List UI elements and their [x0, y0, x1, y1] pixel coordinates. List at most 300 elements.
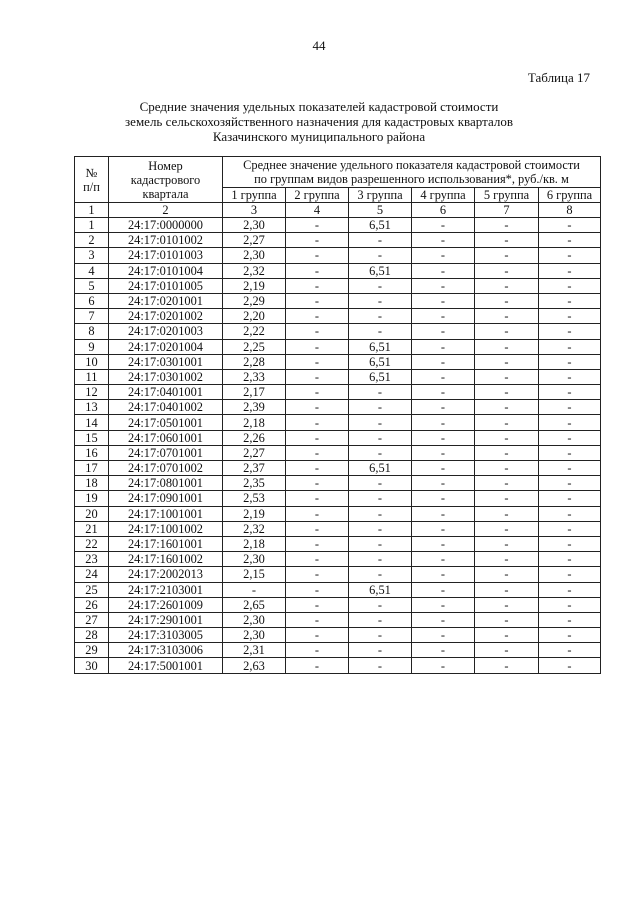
- group-3-cell: -: [349, 597, 412, 612]
- group-1-cell: 2,19: [223, 506, 286, 521]
- cadastral-quarter-cell: 24:17:2103001: [109, 582, 223, 597]
- table-row: [75, 506, 601, 521]
- group-6-cell: -: [539, 400, 601, 415]
- group-2-cell: -: [286, 582, 349, 597]
- cadastral-quarter-cell: 24:17:0201003: [109, 324, 223, 339]
- group-2-cell: -: [286, 445, 349, 460]
- row-number-cell: 25: [75, 582, 109, 597]
- group-6-cell: -: [539, 233, 601, 248]
- group-5-cell: -: [475, 582, 539, 597]
- group-5-cell: -: [475, 354, 539, 369]
- row-number-cell: 28: [75, 628, 109, 643]
- row-number-cell: 18: [75, 476, 109, 491]
- table-row: [75, 521, 601, 536]
- table-row: [75, 536, 601, 551]
- group-6-cell: -: [539, 506, 601, 521]
- group-1-cell: 2,22: [223, 324, 286, 339]
- group-3-cell: -: [349, 430, 412, 445]
- group-1-cell: 2,53: [223, 491, 286, 506]
- group-5-cell: -: [475, 491, 539, 506]
- group-1-cell: 2,25: [223, 339, 286, 354]
- group-1-cell: 2,30: [223, 552, 286, 567]
- group-1-cell: 2,20: [223, 309, 286, 324]
- title-line: Казачинского муниципального района: [212, 129, 426, 144]
- header-number-line: п/п: [83, 179, 100, 194]
- group-2-cell: -: [286, 233, 349, 248]
- group-5-cell: -: [475, 567, 539, 582]
- cadastral-quarter-cell: 24:17:0601001: [109, 430, 223, 445]
- column-number: 2: [109, 203, 223, 218]
- group-3-cell: -: [349, 324, 412, 339]
- group-6-cell: -: [539, 445, 601, 460]
- group-2-cell: -: [286, 415, 349, 430]
- group-5-cell: -: [475, 369, 539, 384]
- group-4-cell: -: [412, 552, 475, 567]
- group-3-cell: 6,51: [349, 218, 412, 233]
- group-3-cell: -: [349, 385, 412, 400]
- group-3-cell: 6,51: [349, 354, 412, 369]
- group-5-cell: -: [475, 233, 539, 248]
- group-4-cell: -: [412, 521, 475, 536]
- group-6-cell: -: [539, 354, 601, 369]
- group-6-cell: -: [539, 278, 601, 293]
- group-2-cell: -: [286, 369, 349, 384]
- group-4-cell: -: [412, 218, 475, 233]
- group-3-cell: -: [349, 612, 412, 627]
- group-4-cell: -: [412, 476, 475, 491]
- group-4-cell: -: [412, 658, 475, 673]
- group-6-cell: -: [539, 612, 601, 627]
- cadastral-quarter-cell: 24:17:0101002: [109, 233, 223, 248]
- row-number-cell: 16: [75, 445, 109, 460]
- group-5-cell: -: [475, 476, 539, 491]
- table-row: [75, 491, 601, 506]
- group-5-cell: -: [475, 293, 539, 308]
- cadastral-quarter-cell: 24:17:1601001: [109, 536, 223, 551]
- group-3-cell: -: [349, 309, 412, 324]
- group-1-cell: 2,30: [223, 218, 286, 233]
- group-4-cell: -: [412, 430, 475, 445]
- group-5-cell: -: [475, 628, 539, 643]
- header-quarter-line: квартала: [142, 186, 189, 201]
- group-6-cell: -: [539, 430, 601, 445]
- group-3-cell: -: [349, 293, 412, 308]
- group-2-cell: -: [286, 628, 349, 643]
- group-2-cell: -: [286, 324, 349, 339]
- cadastral-value-table: [74, 156, 601, 674]
- group-1-cell: 2,31: [223, 643, 286, 658]
- group-1-cell: 2,37: [223, 461, 286, 476]
- row-number-cell: 14: [75, 415, 109, 430]
- group-4-cell: -: [412, 461, 475, 476]
- header-group: 6 группа: [539, 188, 601, 203]
- group-3-cell: -: [349, 506, 412, 521]
- cadastral-quarter-cell: 24:17:2002013: [109, 567, 223, 582]
- group-2-cell: -: [286, 567, 349, 582]
- group-6-cell: -: [539, 628, 601, 643]
- group-2-cell: -: [286, 476, 349, 491]
- group-4-cell: -: [412, 263, 475, 278]
- group-4-cell: -: [412, 369, 475, 384]
- group-2-cell: -: [286, 597, 349, 612]
- group-3-cell: 6,51: [349, 582, 412, 597]
- group-6-cell: -: [539, 369, 601, 384]
- cadastral-quarter-cell: 24:17:0201004: [109, 339, 223, 354]
- table-row: [75, 293, 601, 308]
- row-number-cell: 13: [75, 400, 109, 415]
- cadastral-quarter-cell: 24:17:0701002: [109, 461, 223, 476]
- group-1-cell: 2,27: [223, 445, 286, 460]
- row-number-cell: 15: [75, 430, 109, 445]
- cadastral-quarter-cell: 24:17:0201002: [109, 309, 223, 324]
- group-1-cell: 2,29: [223, 293, 286, 308]
- group-1-cell: -: [223, 582, 286, 597]
- table-row: [75, 658, 601, 673]
- group-2-cell: -: [286, 263, 349, 278]
- header-quarter-line: Номер: [148, 158, 183, 173]
- cadastral-quarter-cell: 24:17:0101003: [109, 248, 223, 263]
- cadastral-quarter-cell: 24:17:3103006: [109, 643, 223, 658]
- group-6-cell: -: [539, 339, 601, 354]
- table-row: [75, 430, 601, 445]
- group-2-cell: -: [286, 385, 349, 400]
- cadastral-quarter-cell: 24:17:0401001: [109, 385, 223, 400]
- header-cadastral-quarter: [109, 157, 223, 203]
- group-2-cell: -: [286, 461, 349, 476]
- group-3-cell: -: [349, 476, 412, 491]
- header-group: 3 группа: [349, 188, 412, 203]
- group-2-cell: -: [286, 521, 349, 536]
- group-6-cell: -: [539, 536, 601, 551]
- group-1-cell: 2,18: [223, 536, 286, 551]
- row-number-cell: 27: [75, 612, 109, 627]
- cadastral-quarter-cell: 24:17:1001002: [109, 521, 223, 536]
- group-6-cell: -: [539, 643, 601, 658]
- cadastral-quarter-cell: 24:17:1601002: [109, 552, 223, 567]
- group-2-cell: -: [286, 643, 349, 658]
- row-number-cell: 24: [75, 567, 109, 582]
- header-average-value: [223, 157, 601, 188]
- group-2-cell: -: [286, 293, 349, 308]
- row-number-cell: 3: [75, 248, 109, 263]
- group-4-cell: -: [412, 597, 475, 612]
- group-2-cell: -: [286, 491, 349, 506]
- group-4-cell: -: [412, 628, 475, 643]
- group-1-cell: 2,63: [223, 658, 286, 673]
- group-5-cell: -: [475, 597, 539, 612]
- header-group: 5 группа: [475, 188, 539, 203]
- table-row: [75, 278, 601, 293]
- cadastral-quarter-cell: 24:17:1001001: [109, 506, 223, 521]
- group-2-cell: -: [286, 339, 349, 354]
- group-6-cell: -: [539, 491, 601, 506]
- group-4-cell: -: [412, 278, 475, 293]
- table-row: [75, 567, 601, 582]
- table-row: [75, 597, 601, 612]
- group-3-cell: -: [349, 536, 412, 551]
- group-6-cell: -: [539, 248, 601, 263]
- header-number: [75, 157, 109, 203]
- group-1-cell: 2,32: [223, 263, 286, 278]
- table-row: [75, 628, 601, 643]
- group-3-cell: -: [349, 658, 412, 673]
- group-5-cell: -: [475, 263, 539, 278]
- group-4-cell: -: [412, 233, 475, 248]
- table-row: [75, 309, 601, 324]
- group-2-cell: -: [286, 612, 349, 627]
- group-1-cell: 2,17: [223, 385, 286, 400]
- cadastral-quarter-cell: 24:17:0401002: [109, 400, 223, 415]
- row-number-cell: 26: [75, 597, 109, 612]
- group-4-cell: -: [412, 400, 475, 415]
- group-4-cell: -: [412, 248, 475, 263]
- column-number: 8: [539, 203, 601, 218]
- column-number: 4: [286, 203, 349, 218]
- group-2-cell: -: [286, 400, 349, 415]
- table-row: [75, 324, 601, 339]
- group-2-cell: -: [286, 430, 349, 445]
- group-6-cell: -: [539, 293, 601, 308]
- cadastral-quarter-cell: 24:17:2901001: [109, 612, 223, 627]
- group-6-cell: -: [539, 567, 601, 582]
- cadastral-quarter-cell: 24:17:2601009: [109, 597, 223, 612]
- group-4-cell: -: [412, 506, 475, 521]
- group-4-cell: -: [412, 536, 475, 551]
- group-2-cell: -: [286, 658, 349, 673]
- group-1-cell: 2,30: [223, 628, 286, 643]
- group-1-cell: 2,27: [223, 233, 286, 248]
- column-number: 6: [412, 203, 475, 218]
- cadastral-quarter-cell: 24:17:0000000: [109, 218, 223, 233]
- group-3-cell: -: [349, 552, 412, 567]
- group-4-cell: -: [412, 309, 475, 324]
- table-body: [75, 218, 601, 674]
- group-5-cell: -: [475, 445, 539, 460]
- group-2-cell: -: [286, 354, 349, 369]
- table-row: [75, 248, 601, 263]
- cadastral-quarter-cell: 24:17:0301002: [109, 369, 223, 384]
- group-6-cell: -: [539, 552, 601, 567]
- table-row: [75, 233, 601, 248]
- group-3-cell: -: [349, 491, 412, 506]
- table-row: [75, 385, 601, 400]
- group-3-cell: -: [349, 445, 412, 460]
- group-5-cell: -: [475, 643, 539, 658]
- group-2-cell: -: [286, 218, 349, 233]
- cadastral-quarter-cell: 24:17:0801001: [109, 476, 223, 491]
- group-4-cell: -: [412, 324, 475, 339]
- header-quarter-line: кадастрового: [130, 172, 201, 187]
- group-6-cell: -: [539, 658, 601, 673]
- header-average-line: Среднее значение удельного показателя кадастровой стоимости: [243, 158, 580, 172]
- group-1-cell: 2,26: [223, 430, 286, 445]
- group-5-cell: -: [475, 415, 539, 430]
- group-4-cell: -: [412, 612, 475, 627]
- cadastral-quarter-cell: 24:17:0501001: [109, 415, 223, 430]
- group-4-cell: -: [412, 491, 475, 506]
- group-4-cell: -: [412, 293, 475, 308]
- group-5-cell: -: [475, 339, 539, 354]
- group-5-cell: -: [475, 218, 539, 233]
- group-1-cell: 2,39: [223, 400, 286, 415]
- table-row: [75, 369, 601, 384]
- group-4-cell: -: [412, 354, 475, 369]
- group-3-cell: -: [349, 643, 412, 658]
- group-2-cell: -: [286, 552, 349, 567]
- cadastral-quarter-cell: 24:17:5001001: [109, 658, 223, 673]
- group-6-cell: -: [539, 218, 601, 233]
- table-row: [75, 612, 601, 627]
- row-number-cell: 19: [75, 491, 109, 506]
- row-number-cell: 5: [75, 278, 109, 293]
- group-6-cell: -: [539, 461, 601, 476]
- group-3-cell: -: [349, 278, 412, 293]
- group-5-cell: -: [475, 461, 539, 476]
- group-1-cell: 2,19: [223, 278, 286, 293]
- table-label: Таблица 17: [527, 70, 590, 85]
- table-row: [75, 445, 601, 460]
- table-row: [75, 582, 601, 597]
- table-row: [75, 263, 601, 278]
- group-3-cell: -: [349, 628, 412, 643]
- group-4-cell: -: [412, 567, 475, 582]
- group-4-cell: -: [412, 339, 475, 354]
- group-5-cell: -: [475, 248, 539, 263]
- group-2-cell: -: [286, 536, 349, 551]
- row-number-cell: 1: [75, 218, 109, 233]
- group-4-cell: -: [412, 385, 475, 400]
- title-line: Средние значения удельных показателей кадастровой стоимости: [139, 99, 499, 114]
- group-3-cell: -: [349, 521, 412, 536]
- group-3-cell: 6,51: [349, 339, 412, 354]
- cadastral-quarter-cell: 24:17:0201001: [109, 293, 223, 308]
- group-4-cell: -: [412, 415, 475, 430]
- row-number-cell: 30: [75, 658, 109, 673]
- group-2-cell: -: [286, 278, 349, 293]
- table-row: [75, 476, 601, 491]
- group-5-cell: -: [475, 385, 539, 400]
- group-4-cell: -: [412, 643, 475, 658]
- table-row: [75, 552, 601, 567]
- group-5-cell: -: [475, 612, 539, 627]
- row-number-cell: 10: [75, 354, 109, 369]
- group-5-cell: -: [475, 430, 539, 445]
- group-3-cell: 6,51: [349, 369, 412, 384]
- cadastral-quarter-cell: 24:17:3103005: [109, 628, 223, 643]
- cadastral-quarter-cell: 24:17:0901001: [109, 491, 223, 506]
- group-3-cell: -: [349, 233, 412, 248]
- table-row: [75, 354, 601, 369]
- table-row: [75, 643, 601, 658]
- group-2-cell: -: [286, 506, 349, 521]
- row-number-cell: 9: [75, 339, 109, 354]
- row-number-cell: 20: [75, 506, 109, 521]
- row-number-cell: 8: [75, 324, 109, 339]
- table-row: [75, 339, 601, 354]
- group-6-cell: -: [539, 324, 601, 339]
- group-3-cell: 6,51: [349, 461, 412, 476]
- header-group: 1 группа: [223, 188, 286, 203]
- table-row: [75, 218, 601, 233]
- group-5-cell: -: [475, 536, 539, 551]
- group-1-cell: 2,15: [223, 567, 286, 582]
- row-number-cell: 7: [75, 309, 109, 324]
- group-6-cell: -: [539, 309, 601, 324]
- header-group: 4 группа: [412, 188, 475, 203]
- group-6-cell: -: [539, 263, 601, 278]
- group-5-cell: -: [475, 278, 539, 293]
- row-number-cell: 4: [75, 263, 109, 278]
- document-title: [0, 99, 638, 144]
- group-6-cell: -: [539, 582, 601, 597]
- group-6-cell: -: [539, 385, 601, 400]
- column-number: 7: [475, 203, 539, 218]
- row-number-cell: 6: [75, 293, 109, 308]
- group-3-cell: -: [349, 248, 412, 263]
- group-1-cell: 2,18: [223, 415, 286, 430]
- group-5-cell: -: [475, 658, 539, 673]
- table-row: [75, 400, 601, 415]
- group-3-cell: -: [349, 567, 412, 582]
- row-number-cell: 11: [75, 369, 109, 384]
- group-1-cell: 2,30: [223, 612, 286, 627]
- row-number-cell: 2: [75, 233, 109, 248]
- group-6-cell: -: [539, 521, 601, 536]
- row-number-cell: 22: [75, 536, 109, 551]
- row-number-cell: 29: [75, 643, 109, 658]
- group-1-cell: 2,32: [223, 521, 286, 536]
- header-number-line: №: [85, 165, 98, 180]
- group-5-cell: -: [475, 552, 539, 567]
- row-number-cell: 12: [75, 385, 109, 400]
- group-3-cell: 6,51: [349, 263, 412, 278]
- page-number: 44: [312, 38, 326, 53]
- group-4-cell: -: [412, 582, 475, 597]
- group-3-cell: -: [349, 415, 412, 430]
- header-average-line: по группам видов разрешенного использования*, руб./кв. м: [254, 172, 569, 186]
- group-5-cell: -: [475, 521, 539, 536]
- group-2-cell: -: [286, 248, 349, 263]
- group-5-cell: -: [475, 400, 539, 415]
- group-6-cell: -: [539, 597, 601, 612]
- group-5-cell: -: [475, 506, 539, 521]
- row-number-cell: 21: [75, 521, 109, 536]
- group-3-cell: -: [349, 400, 412, 415]
- group-5-cell: -: [475, 309, 539, 324]
- cadastral-quarter-cell: 24:17:0101005: [109, 278, 223, 293]
- row-number-cell: 17: [75, 461, 109, 476]
- column-number: 5: [349, 203, 412, 218]
- cadastral-quarter-cell: 24:17:0101004: [109, 263, 223, 278]
- table-row: [75, 415, 601, 430]
- group-1-cell: 2,30: [223, 248, 286, 263]
- group-2-cell: -: [286, 309, 349, 324]
- group-1-cell: 2,65: [223, 597, 286, 612]
- table-row: [75, 461, 601, 476]
- group-1-cell: 2,28: [223, 354, 286, 369]
- group-4-cell: -: [412, 445, 475, 460]
- group-6-cell: -: [539, 415, 601, 430]
- title-line: земель сельскохозяйственного назначения для кадастровых кварталов: [125, 114, 513, 129]
- row-number-cell: 23: [75, 552, 109, 567]
- group-1-cell: 2,35: [223, 476, 286, 491]
- header-group: 2 группа: [286, 188, 349, 203]
- cadastral-quarter-cell: 24:17:0301001: [109, 354, 223, 369]
- group-5-cell: -: [475, 324, 539, 339]
- column-number: 3: [223, 203, 286, 218]
- column-number: 1: [75, 203, 109, 218]
- cadastral-quarter-cell: 24:17:0701001: [109, 445, 223, 460]
